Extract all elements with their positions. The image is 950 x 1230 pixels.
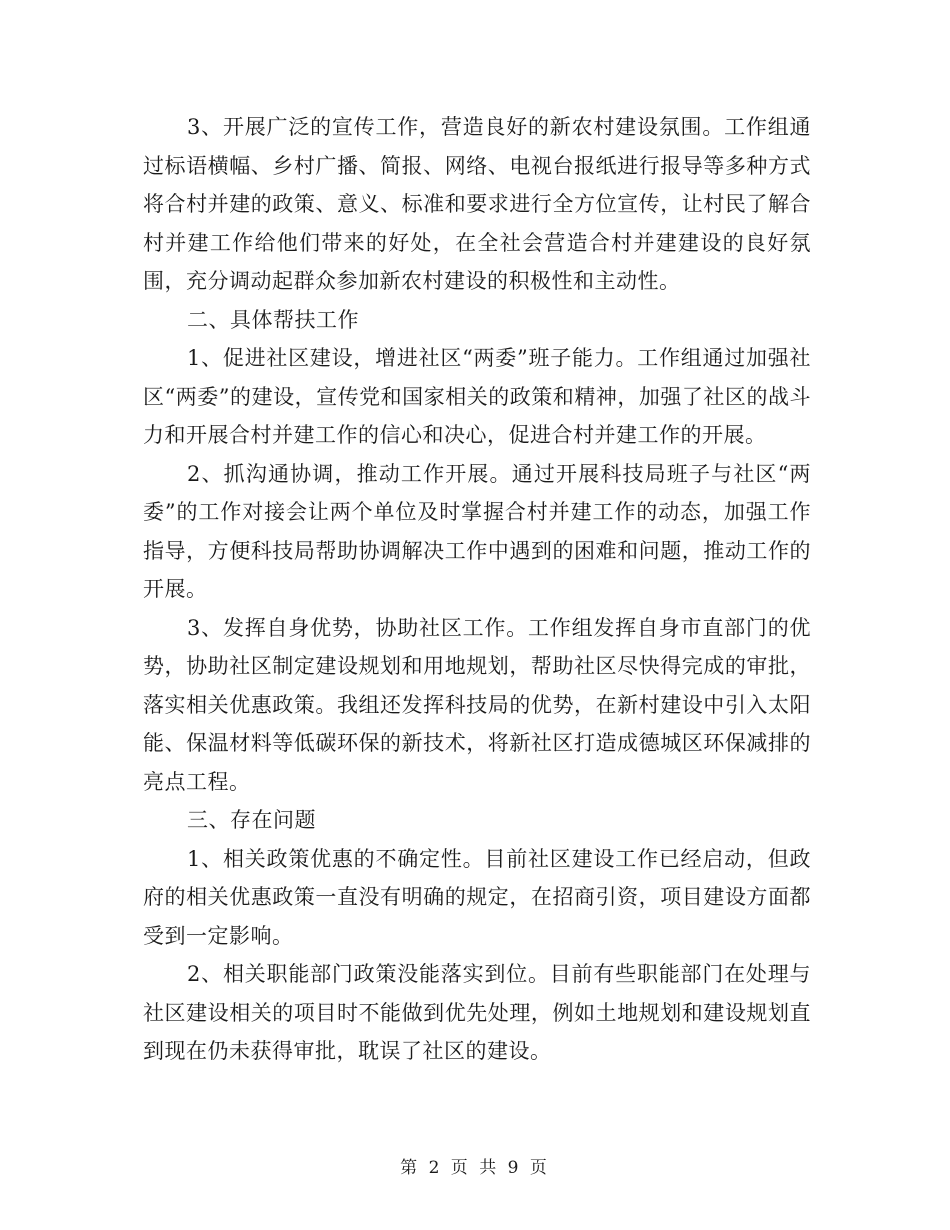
section-heading-problems: 三、存在问题 [187,808,316,832]
footer-suffix: 页 [529,1158,550,1178]
document-body [143,108,811,1071]
paragraph-communication: 2、抓沟通协调，推动工作开展。通过开展科技局班子与社区“两委”的工作对接会让两个单位及时掌握合村并建工作的动态，加强工作指导，方便科技局帮助协调解决工作中遇到的困难和问题，推动工作的开展。 [143,461,811,601]
footer-total-pages: 9 [507,1158,522,1178]
paragraph-advantages: 3、发挥自身优势，协助社区工作。工作组发挥自身市直部门的优势，协助社区制定建设规划和用地规划，帮助社区尽快得完成的审批，落实相关优惠政策。我组还发挥科技局的优势，在新村建设中引入太阳能、保温材料等低碳环保的新技术，将新社区打造成德城区环保减排的亮点工程。 [143,615,811,794]
footer-current-page: 2 [428,1158,443,1178]
paragraph-publicity: 3、开展广泛的宣传工作，营造良好的新农村建设氛围。工作组通过标语横幅、乡村广播、简报、网络、电视台报纸进行报导等多种方式将合村并建的政策、意义、标准和要求进行全方位宣传，让村民了解合村并建工作给他们带来的好处，在全社会营造合村并建建设的良好氛围，充分调动起群众参加新农村建设的积极性和主动性。 [143,115,811,293]
footer-middle: 页 共 [450,1158,500,1178]
section-heading-specific-assistance: 二、具体帮扶工作 [187,307,359,332]
paragraph-policy-uncertainty: 1、相关政策优惠的不确定性。目前社区建设工作已经启动，但政府的相关优惠政策一直没有明确的规定，在招商引资，项目建设方面都受到一定影响。 [143,846,811,948]
paragraph-community-building: 1、促进社区建设，增进社区“两委”班子能力。工作组通过加强社区“两委”的建设，宣传党和国家相关的政策和精神，加强了社区的战斗力和开展合村并建工作的信心和决心，促进合村并建工作的开展。 [143,346,811,447]
footer-prefix: 第 [400,1158,421,1178]
paragraph-policy-implementation: 2、相关职能部门政策没能落实到位。目前有些职能部门在处理与社区建设相关的项目时不能做到优先处理，例如土地规划和建设规划直到现在仍未获得审批，耽误了社区的建设。 [143,962,811,1063]
page-footer [0,1153,950,1178]
